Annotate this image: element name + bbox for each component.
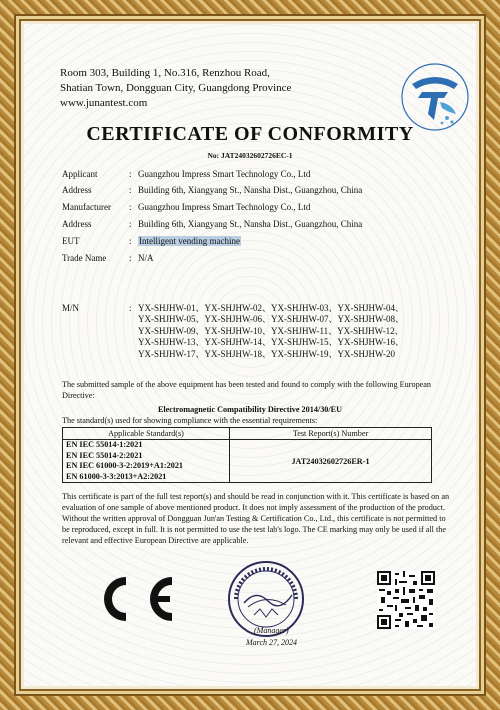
ce-mark-icon (86, 571, 178, 627)
field-value: Building 6th, Xiangyang St., Nansha Dist., Guangzhou, China (138, 219, 363, 229)
model-line: YX-SHJHW-05、YX-SHJHW-06、YX-SHJHW-07、YX-SHJHW-08、 (138, 314, 404, 325)
field-colon: : (129, 219, 132, 229)
field-label: Address (62, 185, 92, 195)
certificate-paper (24, 24, 476, 686)
field-label: Address (62, 219, 92, 229)
field-colon: : (129, 185, 132, 195)
field-colon: : (129, 202, 132, 212)
field-trade-name (62, 253, 472, 265)
standard-item: EN IEC 61000-3-2:2019+A1:2021 (66, 461, 184, 471)
field-address-2 (62, 219, 472, 231)
certificate-terms: This certificate is part of the full test report(s) and should be read in conjunction with it. This certificate is based on an evaluation of one sample of above mentioned product. It does not imply assessment of the production of the product. Without the written approval of Dongguan Jun'an Testing & Certification Co., Ltd., this certificate is not permitted to be reproduced, except in full. It is not permitted to use the test lab's logo. The CE marking may only be used if all the relevant and effective European Directive are applicable. (62, 492, 450, 546)
field-label: Applicant (62, 169, 98, 179)
field-address (62, 185, 472, 197)
model-line: YX-SHJHW-13、YX-SHJHW-14、YX-SHJHW-15、YX-SHJHW-16、 (138, 337, 404, 348)
website: www.junantest.com (60, 97, 148, 109)
model-line: YX-SHJHW-17、YX-SHJHW-18、YX-SHJHW-19、YX-SHJHW-20 (138, 348, 395, 359)
field-colon: : (129, 253, 132, 263)
compliance-statement: The submitted sample of the above equipment has been tested and found to comply with the following European Directive: (62, 380, 432, 400)
field-value: Building 6th, Xiangyang St., Nansha Dist., Guangzhou, China (138, 185, 363, 195)
lab-logo-icon (400, 62, 470, 132)
lab-address (60, 66, 360, 111)
field-value-highlighted: Intelligent vending machine (139, 236, 240, 246)
table-header-reports: Test Report(s) Number (230, 428, 432, 440)
model-numbers (138, 303, 478, 360)
standard-item: EN IEC 55014-2:2021 (66, 450, 143, 460)
field-label: Trade Name (62, 253, 107, 263)
field-manufacturer (62, 202, 472, 214)
model-line: YX-SHJHW-01、YX-SHJHW-02、YX-SHJHW-03、YX-SHJHW-04、 (138, 303, 404, 313)
address-line-1: Room 303, Building 1, No.316, Renzhou Road, (60, 67, 270, 79)
standards-cell (63, 440, 230, 483)
field-value: Guangzhou Impress Smart Technology Co., Ltd (138, 202, 311, 212)
table-header-standards: Applicable Standard(s) (63, 428, 230, 440)
field-label: Manufacturer (62, 202, 111, 212)
certificate-title: CERTIFICATE OF CONFORMITY (86, 123, 414, 145)
manager-caption: (Manager) (254, 626, 289, 635)
table-row (63, 440, 432, 483)
standard-item: EN IEC 55014-1:2021 (66, 440, 143, 449)
field-value: N/A (138, 253, 154, 263)
certificate-number: No: JAT24032602726EC-1 (207, 151, 293, 160)
address-line-2: Shatian Town, Dongguan City, Guangdong Province (60, 82, 292, 94)
field-value: Guangzhou Impress Smart Technology Co., Ltd (138, 169, 311, 179)
issue-date: March 27, 2024 (246, 638, 298, 647)
field-label: M/N (62, 303, 80, 313)
field-label: EUT (62, 236, 80, 246)
field-colon: : (129, 303, 132, 313)
model-line: YX-SHJHW-09、YX-SHJHW-10、YX-SHJHW-11、YX-SHJHW-12、 (138, 325, 404, 336)
field-applicant (62, 169, 472, 181)
qr-code-icon (377, 571, 435, 629)
field-colon: : (129, 236, 132, 246)
standards-table (62, 427, 432, 483)
standard-item: EN 61000-3-3:2013+A2:2021 (66, 471, 167, 481)
table-header-row (63, 428, 432, 440)
field-colon: : (129, 169, 132, 179)
standards-note: The standard(s) used for showing compliance with the essential requirements: (62, 416, 318, 425)
report-number-cell: JAT24032602726ER-1 (230, 440, 432, 483)
field-eut (62, 236, 472, 248)
directive-name: Electromagnetic Compatibility Directive 2014/30/EU (157, 405, 343, 414)
